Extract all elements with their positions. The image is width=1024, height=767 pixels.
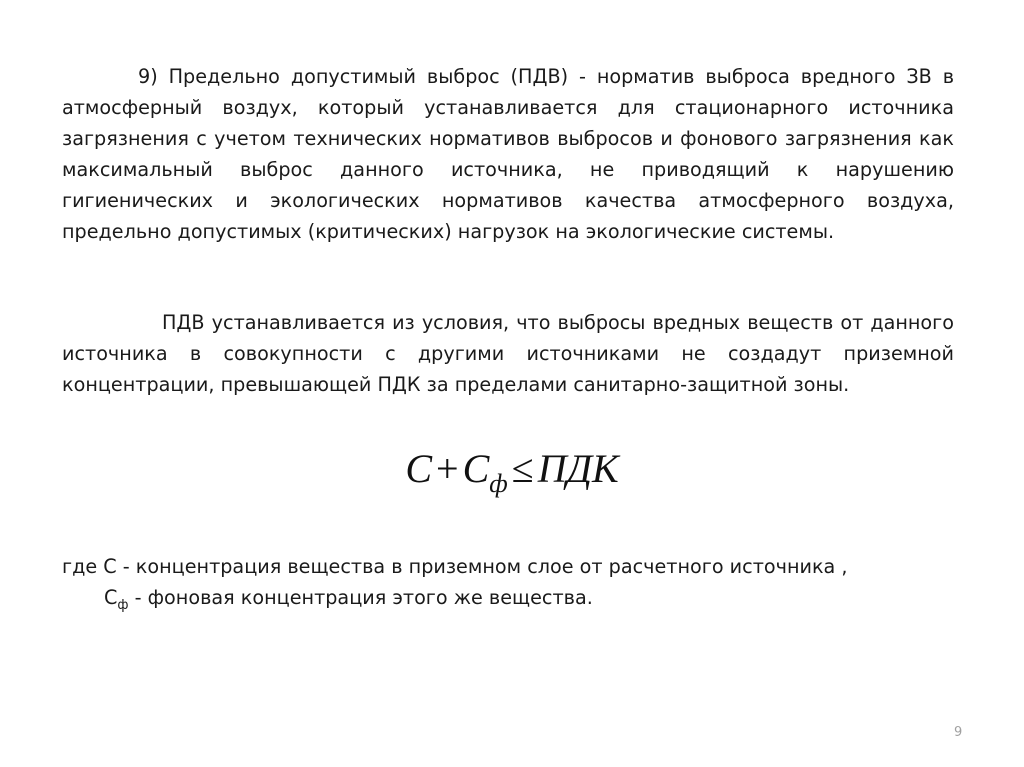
formula-subscript-f: ф: [489, 469, 508, 498]
formula-pdk-term: ПДК: [537, 446, 619, 491]
formula-leq: ≤: [511, 446, 534, 491]
definition-symbol: С: [104, 586, 118, 609]
definition-text: - концентрация вещества в приземном слое от расчетного источника ,: [116, 555, 848, 578]
formula-c-background: C: [462, 446, 490, 491]
formula-pdk: [0, 444, 1024, 498]
paragraph-pdv-condition: ПДВ устанавливается из условия, что выбросы вредных веществ от данного источника в совокупности с другими источниками не создадут приземной концентрации, превышающей ПДК за пределами санитарно-защитной зоны.: [62, 311, 954, 396]
definitions: [62, 551, 954, 613]
page-number: 9: [954, 725, 963, 740]
definition-prefix: где: [62, 555, 104, 578]
formula-c: C: [405, 446, 433, 491]
definition-c: [62, 551, 954, 582]
definition-symbol-subscript: ф: [117, 598, 129, 613]
formula-plus: +: [436, 446, 459, 491]
definition-c-f: [62, 582, 954, 613]
definition-symbol: С: [103, 555, 117, 578]
paragraph-pdv-definition: 9) Предельно допустимый выброс (ПДВ) - норматив выброса вредного ЗВ в атмосферный воздух, который устанавливается для стационарного источника загрязнения с учетом технических нормативов выбросов и фонового загрязнения как максимальный выброс данного источника, не приводящий к нарушению гигиенических и экологических нормативов качества атмосферного воздуха, предельно допустимых (критических) нагрузок на экологические системы.: [62, 65, 954, 243]
definition-text: - фоновая концентрация этого же вещества.: [128, 586, 593, 609]
